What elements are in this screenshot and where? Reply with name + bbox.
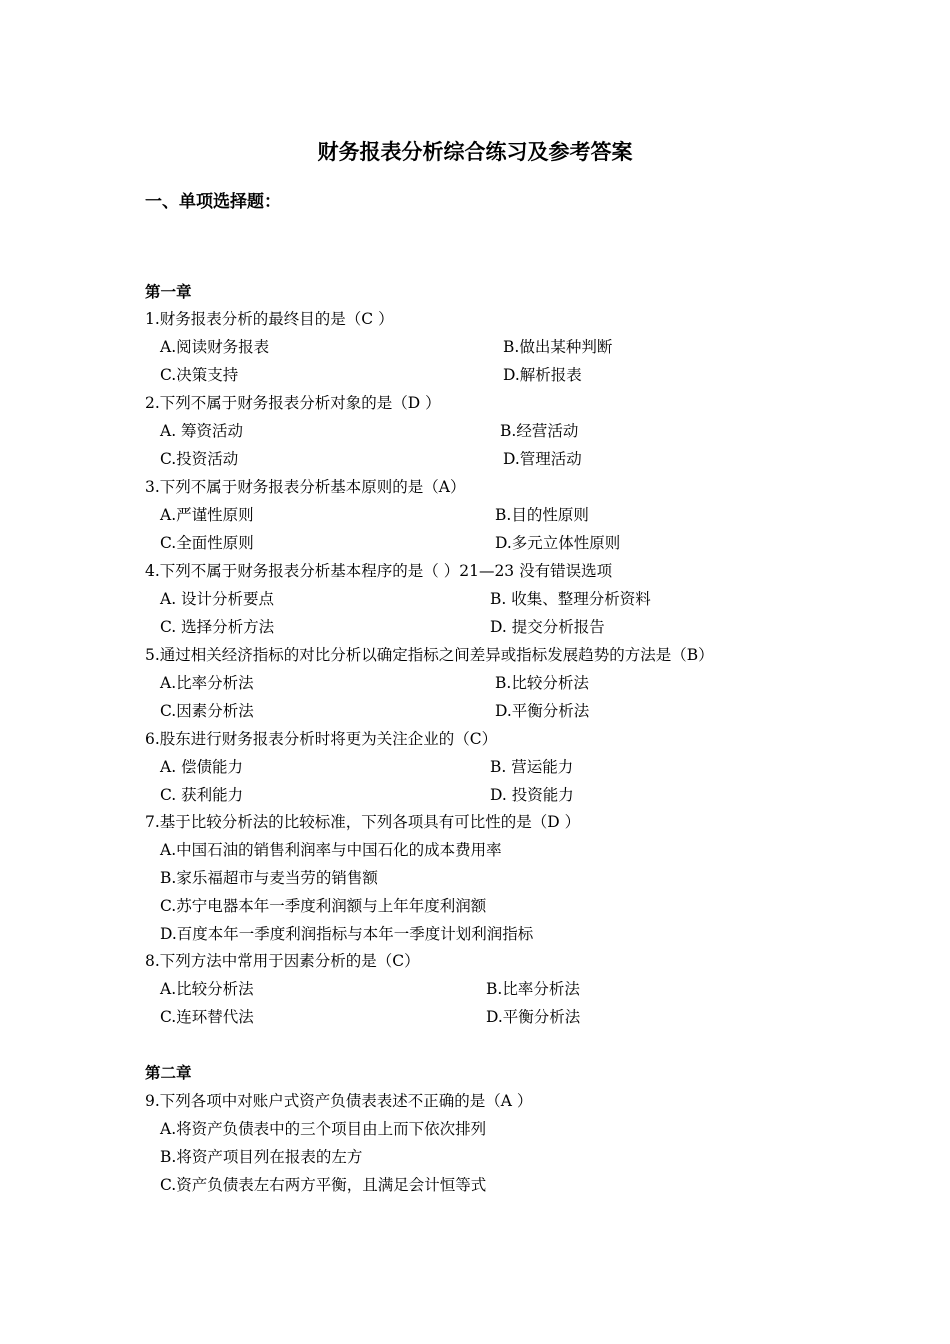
question-option: A. 设计分析要点 xyxy=(160,590,275,608)
chapter-heading: 第二章 xyxy=(145,1063,192,1082)
question-stem: 2.下列不属于财务报表分析对象的是（D ） xyxy=(145,394,441,412)
question-option: C.资产负债表左右两方平衡，且满足会计恒等式 xyxy=(160,1176,487,1194)
question-option: D.管理活动 xyxy=(503,450,582,468)
question-option: C.苏宁电器本年一季度利润额与上年年度利润额 xyxy=(160,897,487,915)
question-option: B.比较分析法 xyxy=(495,674,589,692)
question-option: A.中国石油的销售利润率与中国石化的成本费用率 xyxy=(160,841,502,859)
question-option: D. 投资能力 xyxy=(490,786,574,804)
question-option: D. 提交分析报告 xyxy=(490,618,605,636)
question-option: B. 收集、整理分析资料 xyxy=(490,590,651,608)
question-option: D.平衡分析法 xyxy=(486,1008,581,1026)
question-stem: 5.通过相关经济指标的对比分析以确定指标之间差异或指标发展趋势的方法是（B） xyxy=(145,646,714,664)
question-option: D.百度本年一季度利润指标与本年一季度计划利润指标 xyxy=(160,925,534,943)
question-stem: 1.财务报表分析的最终目的是（C ） xyxy=(145,310,394,328)
question-option: B.将资产项目列在报表的左方 xyxy=(160,1148,363,1166)
question-stem: 6.股东进行财务报表分析时将更为关注企业的（C） xyxy=(145,730,498,748)
document-title: 财务报表分析综合练习及参考答案 xyxy=(317,139,633,164)
question-option: A.严谨性原则 xyxy=(160,506,254,524)
question-option: C.连环替代法 xyxy=(160,1008,254,1026)
question-option: B.经营活动 xyxy=(500,422,579,440)
question-stem: 4.下列不属于财务报表分析基本程序的是（ ）21—23 没有错误选项 xyxy=(145,562,613,580)
question-option: B. 营运能力 xyxy=(490,758,574,776)
question-option: C.投资活动 xyxy=(160,450,239,468)
question-option: A.比率分析法 xyxy=(160,674,254,692)
question-option: D.多元立体性原则 xyxy=(495,534,621,552)
question-stem: 7.基于比较分析法的比较标准，下列各项具有可比性的是（D ） xyxy=(145,813,581,831)
question-stem: 3.下列不属于财务报表分析基本原则的是（A） xyxy=(145,478,466,496)
question-option: C. 获利能力 xyxy=(160,786,244,804)
question-option: B.家乐福超市与麦当劳的销售额 xyxy=(160,869,378,887)
question-stem: 9.下列各项中对账户式资产负债表表述不正确的是（A ） xyxy=(145,1092,533,1110)
question-option: D.解析报表 xyxy=(503,366,582,384)
section-heading: 一、单项选择题： xyxy=(145,192,281,212)
question-stem: 8.下列方法中常用于因素分析的是（C） xyxy=(145,952,420,970)
question-option: A. 偿债能力 xyxy=(160,758,244,776)
chapter-heading: 第一章 xyxy=(145,282,192,301)
question-option: C.决策支持 xyxy=(160,366,239,384)
question-option: B.做出某种判断 xyxy=(503,338,613,356)
question-option: A.将资产负债表中的三个项目由上而下依次排列 xyxy=(160,1120,487,1138)
question-option: D.平衡分析法 xyxy=(495,702,590,720)
question-option: A.阅读财务报表 xyxy=(160,338,270,356)
question-option: B.目的性原则 xyxy=(495,506,589,524)
question-option: C.全面性原则 xyxy=(160,534,254,552)
question-option: A.比较分析法 xyxy=(160,980,254,998)
question-option: C. 选择分析方法 xyxy=(160,618,275,636)
question-option: B.比率分析法 xyxy=(486,980,580,998)
question-option: A. 筹资活动 xyxy=(160,422,244,440)
question-option: C.因素分析法 xyxy=(160,702,254,720)
